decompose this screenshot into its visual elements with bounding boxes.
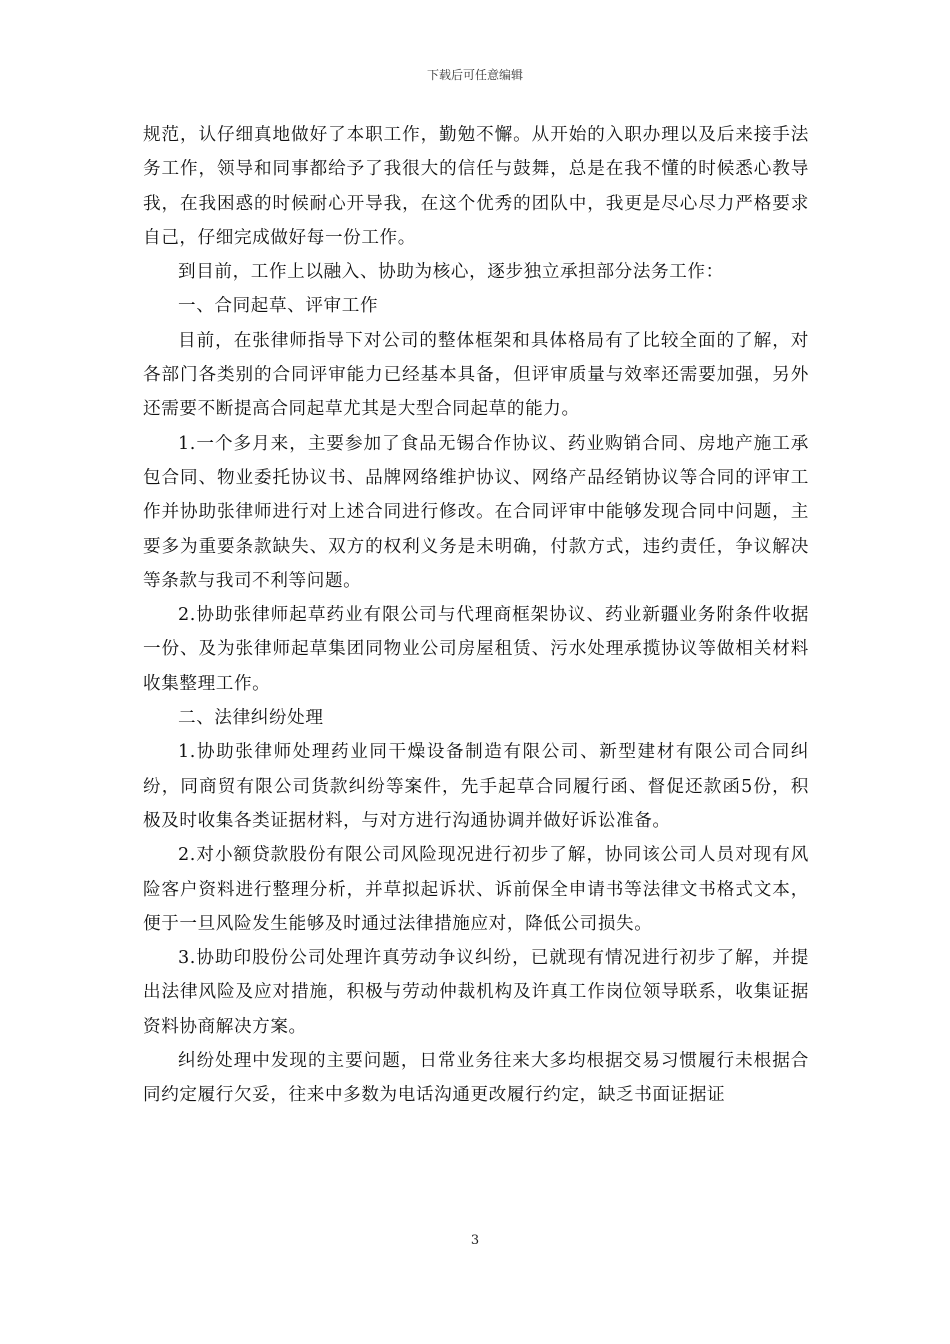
paragraph: 目前，在张律师指导下对公司的整体框架和具体格局有了比较全面的了解，对各部门各类别的合同评审能力已经基本具备，但评审质量与效率还需要加强，另外还需要不断提高合同起草尤其是大型合同起草的能力。 (143, 330, 809, 420)
section-heading: 一、合同起草、评审工作 (178, 296, 379, 317)
paragraph: 纠纷处理中发现的主要问题，日常业务往来大多均根据交易习惯履行未根据合同约定履行欠妥，往来中多数为电话沟通更改履行约定，缺乏书面证据证 (143, 1051, 809, 1106)
list-item: 2.协助张律师起草药业有限公司与代理商框架协议、药业新疆业务附条件收据一份、及为张律师起草集团同物业公司房屋租赁、污水处理承揽协议等做相关材料收集整理工作。 (143, 605, 809, 694)
list-item: 1.一个多月来，主要参加了食品无锡合作协议、药业购销合同、房地产施工承包合同、物业委托协议书、品牌网络维护协议、网络产品经销协议等合同的评审工作并协助张律师进行对上述合同进行修改。在合同评审中能够发现合同中问题，主要多为重要条款缺失、双方的权利义务是未明确，付款方式，违约责任，争议解决等条款与我司不利等问题。 (143, 433, 809, 591)
paragraph: 到目前，工作上以融入、协助为核心，逐步独立承担部分法务工作： (178, 262, 724, 283)
list-item: 1.协助张律师处理药业同干燥设备制造有限公司、新型建材有限公司合同纠纷，同商贸有限公司货款纠纷等案件，先手起草合同履行函、督促还款函5份，积极及时收集各类证据材料，与对方进行沟通协调并做好诉讼准备。 (143, 742, 809, 831)
page-header: 下载后可任意编辑 (426, 68, 523, 82)
list-item: 2.对小额贷款股份有限公司风险现况进行初步了解，协同该公司人员对现有风险客户资料进行整理分析，并草拟起诉状、诉前保全申请书等法律文书格式文本，便于一旦风险发生能够及时通过法律措施应对，降低公司损失。 (143, 845, 809, 934)
list-item: 3.协助印股份公司处理许真劳动争议纠纷，已就现有情况进行初步了解，并提出法律风险及应对措施，积极与劳动仲裁机构及许真工作岗位领导联系，收集证据资料协商解决方案。 (143, 948, 809, 1037)
page-number: 3 (470, 1233, 480, 1248)
paragraph: 规范，认仔细真地做好了本职工作，勤勉不懈。从开始的入职办理以及后来接手法务工作，领导和同事都给予了我很大的信任与鼓舞，总是在我不懂的时候悉心教导我，在我困惑的时候耐心开导我，在这个优秀的团队中，我更是尽心尽力严格要求自己，仔细完成做好每一份工作。 (143, 125, 809, 248)
document-body (143, 118, 809, 1113)
section-heading: 二、法律纠纷处理 (178, 708, 324, 729)
